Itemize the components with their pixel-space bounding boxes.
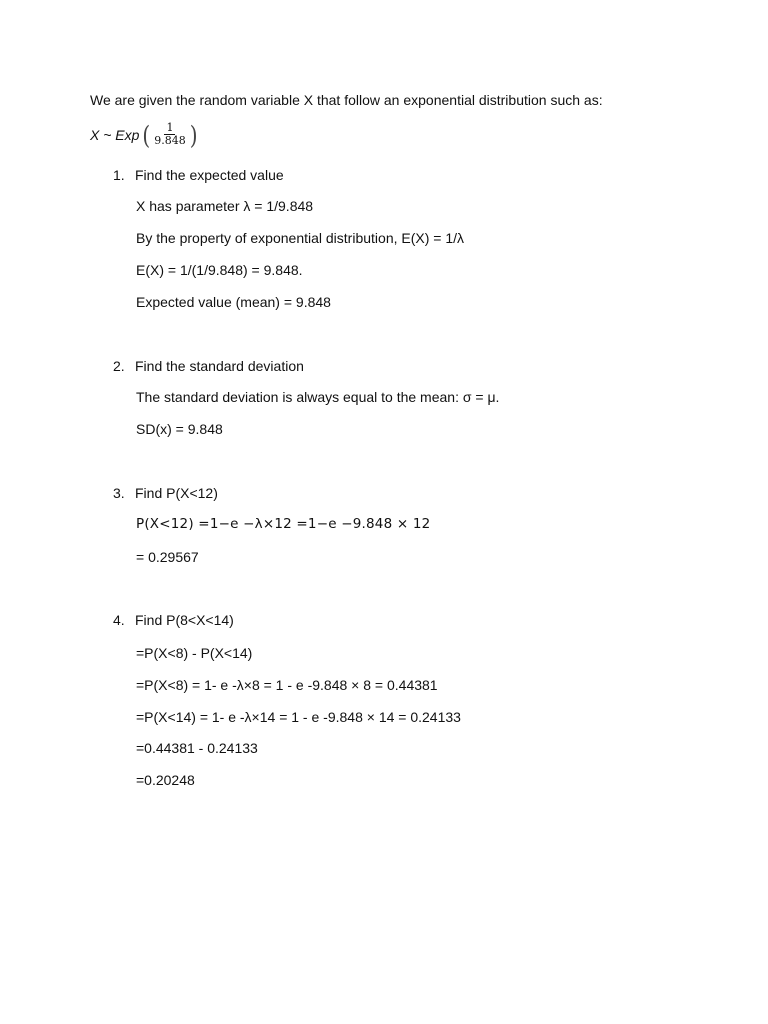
answer-line: =P(X<8) - P(X<14) (136, 645, 253, 661)
list-item-1-heading (113, 167, 284, 183)
answer-line: = 0.29567 (136, 549, 199, 565)
formula-line: P(X<12) =1−e −λ×12 =1−e −9.848 × 12 (136, 516, 431, 532)
answer-line: The standard deviation is always equal to the mean: σ = μ. (136, 389, 500, 405)
list-item-title: Find the standard deviation (135, 358, 304, 374)
list-item-title: Find the expected value (135, 167, 284, 183)
open-paren: ( (142, 119, 151, 150)
distribution-definition (90, 119, 198, 150)
answer-line: X has parameter λ = 1/9.848 (136, 198, 314, 214)
distribution-lhs: X ~ Exp (90, 126, 140, 143)
list-item-4-heading (113, 612, 234, 628)
close-paren: ) (189, 119, 198, 150)
list-item-title: Find P(X<12) (135, 485, 218, 501)
list-item-2-heading (113, 358, 304, 374)
fraction-numerator: 1 (166, 121, 174, 134)
rate-fraction (152, 122, 188, 147)
answer-line: =0.20248 (136, 772, 195, 788)
fraction-denominator: 9.848 (154, 134, 186, 148)
answer-line: =0.44381 - 0.24133 (136, 740, 258, 756)
answer-line: By the property of exponential distribution, E(X) = 1/λ (136, 230, 465, 246)
list-number: 2. (113, 358, 125, 374)
answer-line: E(X) = 1/(1/9.848) = 9.848. (136, 262, 303, 278)
intro-text: We are given the random variable X that follow an exponential distribution such as: (90, 92, 603, 108)
answer-line: Expected value (mean) = 9.848 (136, 294, 331, 310)
list-item-title: Find P(8<X<14) (135, 612, 234, 628)
answer-line: =P(X<8) = 1- e -λ×8 = 1 - e -9.848 × 8 = 0.44381 (136, 677, 438, 693)
list-number: 4. (113, 612, 125, 628)
answer-line: SD(x) = 9.848 (136, 421, 223, 437)
list-item-3-heading (113, 485, 218, 501)
list-number: 1. (113, 167, 125, 183)
answer-line: =P(X<14) = 1- e -λ×14 = 1 - e -9.848 × 14 = 0.24133 (136, 709, 461, 725)
list-number: 3. (113, 485, 125, 501)
